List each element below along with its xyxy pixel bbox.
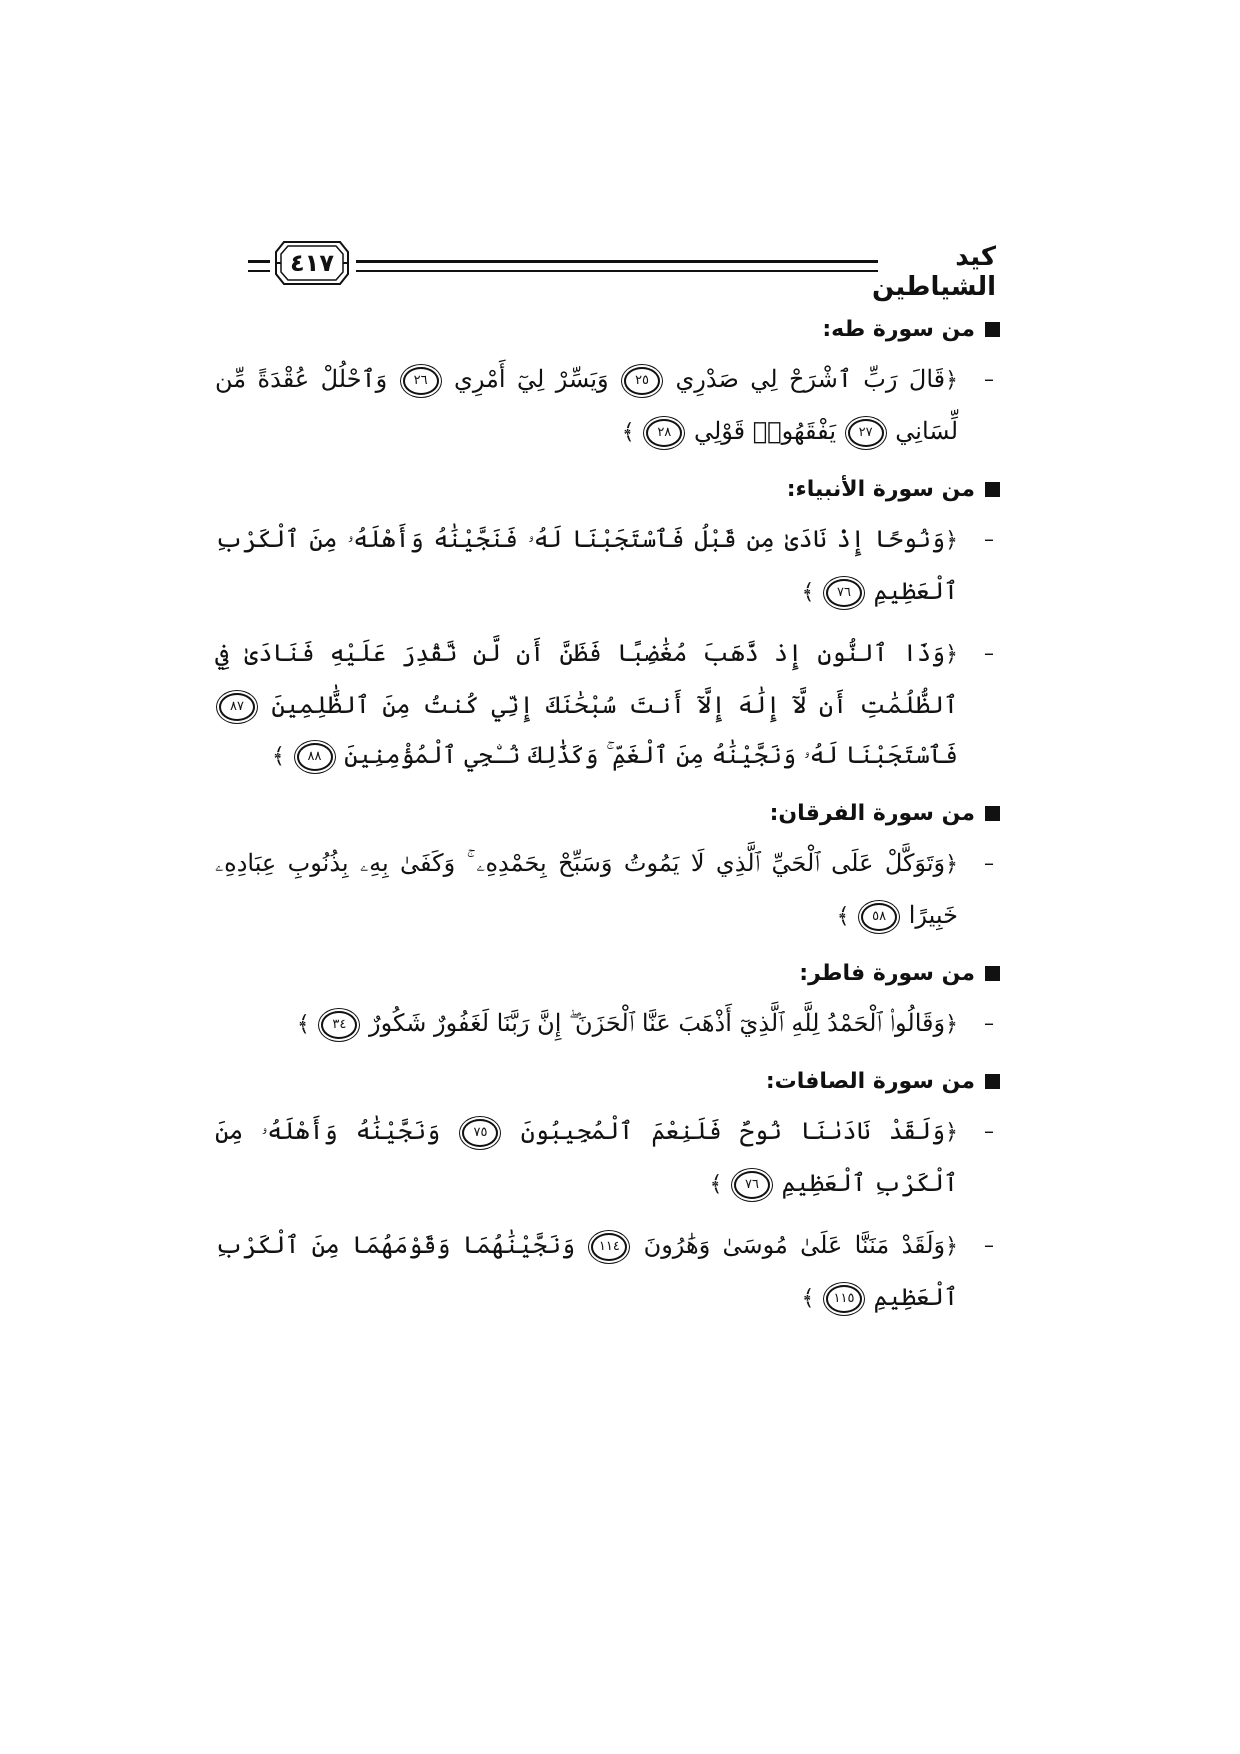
ayah-number-marker: ٨٧ [219,693,255,721]
verse-item [215,354,1000,458]
verse-text: وَنُوحًا إِذْ نَادَىٰ مِن قَبْلُ فَٱسْتَجَبْنَا لَهُۥ فَنَجَّيْنَٰهُ وَأَهْلَهُۥ مِنَ ٱلْكَرْبِ ٱلْعَظِيمِ [215,525,958,605]
ayah-number-marker: ١١٤ [591,1233,627,1261]
ayah-number-marker: ٣٤ [321,1011,357,1039]
header-rule-right [356,260,878,272]
quran-open-bracket-icon: ﴿ [945,852,958,877]
ayah-number-marker: ٢٨ [646,419,682,447]
quran-open-bracket-icon: ﴿ [945,642,958,667]
page-number-frame [274,240,350,286]
quran-open-bracket-icon: ﴿ [945,1234,958,1259]
ayah-number-marker: ٢٦ [403,367,439,395]
verse-text: وَتَوَكَّلْ عَلَى ٱلْحَيِّ ٱلَّذِي لَا يَمُوتُ وَسَبِّحْ بِحَمْدِهِۦ ۚ وَكَفَىٰ بِهِۦ بِذُنُوبِ عِبَادِهِۦ خَبِيرًا [215,849,958,929]
quran-open-bracket-icon: ﴿ [945,1012,958,1037]
ayah-number-marker: ١١٥ [826,1285,862,1313]
verse-text: وَقَالُوا۟ ٱلْحَمْدُ لِلَّهِ ٱلَّذِيٓ أَذْهَبَ عَنَّا ٱلْحَزَنَ ۖ إِنَّ رَبَّنَا لَغَفُورٌ شَكُورٌ [369,1009,946,1037]
ayah-number-marker: ٧٦ [826,579,862,607]
quran-close-bracket-icon: ﴾ [801,580,815,605]
square-bullet-icon [985,322,1000,337]
ayah-number-marker: ٧٦ [734,1171,770,1199]
dash-bullet-icon: – [984,1233,994,1257]
verse-text: يَفْقَهُوا۟ قَوْلِي [693,417,836,445]
verse-text: قَالَ رَبِّ ٱشْرَحْ لِي صَدْرِي [675,365,946,393]
section-heading [215,468,1000,512]
page-number: ٤١٧ [290,249,334,277]
section-heading-text: من سورة فاطر: [799,961,975,986]
verse-text: وَيَسِّرْ لِيٓ أَمْرِي [454,365,609,393]
page-header [248,238,996,302]
dash-bullet-icon: – [984,1011,994,1035]
header-rule-left [248,260,270,272]
quran-close-bracket-icon: ﴾ [271,744,285,769]
square-bullet-icon [985,482,1000,497]
quran-close-bracket-icon: ﴾ [836,904,850,929]
quran-close-bracket-icon: ﴾ [709,1172,723,1197]
verse-item [215,1220,1000,1324]
verse-text: وَذَا ٱلنُّونِ إِذ ذَّهَبَ مُغَٰضِبًا فَظَنَّ أَن لَّن نَّقْدِرَ عَلَيْهِ فَنَادَىٰ فِي ٱلظُّلُمَٰتِ أَن لَّآ إِلَٰهَ إِلَّآ أَنتَ سُبْحَٰنَكَ إِنِّي كُنتُ مِنَ ٱلظَّٰلِمِينَ [215,639,958,719]
quran-close-bracket-icon: ﴾ [801,1286,815,1311]
verse-text: وَلَقَدْ مَنَنَّا عَلَىٰ مُوسَىٰ وَهَٰرُونَ [643,1231,946,1259]
dash-bullet-icon: – [984,527,994,551]
square-bullet-icon [985,1074,1000,1089]
quran-open-bracket-icon: ﴿ [945,1120,958,1145]
section-heading [215,792,1000,836]
verse-text: وَٱحْلُلْ عُقْدَةً مِّن لِّسَانِي [215,365,958,445]
ayah-number-marker: ٥٨ [861,903,897,931]
verse-text: وَنَجَّيْنَٰهُ وَأَهْلَهُۥ مِنَ ٱلْكَرْبِ ٱلْعَظِيمِ [215,1117,958,1197]
section-heading-text: من سورة الأنبياء: [786,477,975,502]
square-bullet-icon [985,806,1000,821]
ayah-number-marker: ٨٨ [297,743,333,771]
section-heading-text: من سورة الصافات: [765,1069,975,1094]
verse-item [215,514,1000,618]
ayah-number-marker: ٢٧ [848,419,884,447]
section-heading [215,952,1000,996]
square-bullet-icon [985,966,1000,981]
page-content [215,308,1000,1334]
dash-bullet-icon: – [984,367,994,391]
verse-text: فَٱسْتَجَبْنَا لَهُۥ وَنَجَّيْنَٰهُ مِنَ ٱلْغَمِّ ۚ وَكَذَٰلِكَ نُـۨجِي ٱلْمُؤْمِنِينَ [344,741,958,769]
section-heading [215,1060,1000,1104]
section-heading [215,308,1000,352]
book-title: كيد الشياطين [871,242,996,302]
dash-bullet-icon: – [984,641,994,665]
ayah-number-marker: ٢٥ [624,367,660,395]
quran-open-bracket-icon: ﴿ [945,528,958,553]
dash-bullet-icon: – [984,851,994,875]
quran-close-bracket-icon: ﴾ [296,1012,310,1037]
verse-item [215,1106,1000,1210]
section-heading-text: من سورة الفرقان: [769,801,975,826]
verse-item [215,998,1000,1050]
section-heading-text: من سورة طه: [822,317,975,342]
dash-bullet-icon: – [984,1119,994,1143]
quran-close-bracket-icon: ﴾ [621,420,635,445]
verse-item [215,628,1000,782]
verse-item [215,838,1000,942]
ayah-number-marker: ٧٥ [462,1119,498,1147]
quran-open-bracket-icon: ﴿ [945,368,958,393]
verse-text: وَنَجَّيْنَٰهُمَا وَقَوْمَهُمَا مِنَ ٱلْكَرْبِ ٱلْعَظِيمِ [215,1231,958,1311]
verse-text: وَلَقَدْ نَادَىٰنَا نُوحٌ فَلَنِعْمَ ٱلْمُجِيبُونَ [520,1117,946,1145]
